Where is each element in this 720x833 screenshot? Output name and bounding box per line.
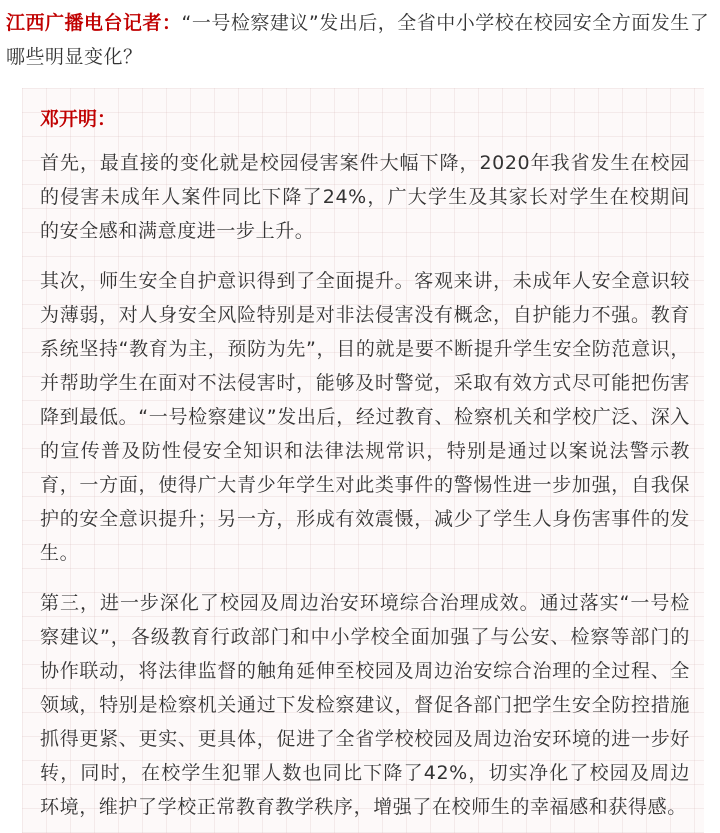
answer-panel: [22, 88, 704, 833]
answer-paragraph-1: 首先，最直接的变化就是校园侵害案件大幅下降，2020年我省发生在校园的侵害未成年人案件同比下降了24%，广大学生及其家长对学生在校期间的安全感和满意度进一步上升。: [40, 152, 690, 242]
question-block: [6, 6, 712, 74]
answer-paragraph-3: 第三，进一步深化了校园及周边治安环境综合治理成效。通过落实“一号检察建议”，各级教育行政部门和中小学校全面加强了与公安、检察等部门的协作联动，将法律监督的触角延伸至校园及周边治安综合治理的全过程、全领域，特别是检察机关通过下发检察建议，督促各部门把学生安全防控措施抓得更紧、更实、更具体，促进了全省学校校园及周边治安环境的进一步好转，同时，在校学生犯罪人数也同比下降了42%，切实净化了校园及周边环境，维护了学校正常教育教学秩序，增强了在校师生的幸福感和获得感。: [40, 592, 690, 818]
answer-speaker: 邓开明：: [40, 108, 117, 130]
question-text: “一号检察建议”发出后，全省中小学校在校园安全方面发生了哪些明显变化？: [6, 12, 710, 68]
question-speaker: 江西广播电台记者：: [6, 12, 182, 34]
answer-paragraph-2: 其次，师生安全自护意识得到了全面提升。客观来讲，未成年人安全意识较为薄弱，对人身安全风险特别是对非法侵害没有概念，自护能力不强。教育系统坚持“教育为主，预防为先”，目的就是要不断提升学生安全防范意识，并帮助学生在面对不法侵害时，能够及时警觉，采取有效方式尽可能把伤害降到最低。“一号检察建议”发出后，经过教育、检察机关和学校广泛、深入的宣传普及防性侵安全知识和法律法规常识，特别是通过以案说法警示教育，一方面，使得广大青少年学生对此类事件的警惕性进一步加强，自我保护的安全意识提升；另一方，形成有效震慑，减少了学生人身伤害事件的发生。: [40, 270, 690, 564]
